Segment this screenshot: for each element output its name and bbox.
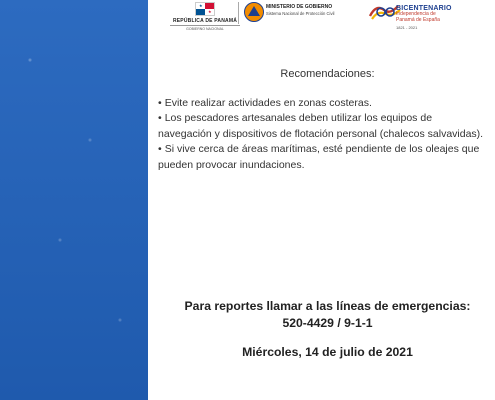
bullet-icon: • [158,112,162,125]
recommendation-text: Si vive cerca de áreas marítimas, esté pendiente de los oleajes que pueden provocar inundaciones. [158,143,480,171]
panama-flag-icon: ★ ★ [195,2,215,16]
list-item [158,142,488,173]
bicentenario-years: 1821 - 2021 [396,25,418,30]
sinaproc-emblem-icon [244,2,264,22]
emergency-contact [160,298,495,332]
recommendations-title: Recomendaciones: [280,68,375,80]
bicentenario-text [396,5,452,30]
panama-government-label: GOBIERNO NACIONAL [170,25,240,31]
header-logos [160,0,495,40]
contact-instruction: Para reportes llamar a las líneas de emergencias: [184,299,471,313]
emergency-numbers: 520-4429 / 9-1-1 [282,316,373,330]
civil-protection-name: Sistema Nacional de Protección Civil [266,11,335,16]
bicentenario-title: BICENTENARIO [396,5,452,12]
panama-government-logo [170,2,240,31]
bullet-icon: • [158,143,162,156]
bicentenario-logo [368,0,488,36]
blue-side-band [0,0,148,400]
ministry-name: MINISTERIO DE GOBIERNO [266,4,333,10]
ministry-logo-text [266,4,334,16]
bicentenario-line2: Panamá de España [396,16,440,23]
recommendations-list [158,96,488,173]
list-item [158,96,488,111]
bulletin-date: Miércoles, 14 de julio de 2021 [242,345,413,359]
bullet-icon: • [158,97,162,109]
recommendation-text: Evite realizar actividades en zonas costeras. [164,97,372,109]
bicentenario-line1: Independencia de [396,11,436,17]
panama-republic-label: REPÚBLICA DE PANAMÁ [172,18,238,24]
header-divider [238,2,239,24]
recommendation-text: Los pescadores artesanales deben utilizar los equipos de navegación y dispositivos de flotación personal (chalecos salvavidas). [158,112,484,140]
list-item [158,111,488,142]
